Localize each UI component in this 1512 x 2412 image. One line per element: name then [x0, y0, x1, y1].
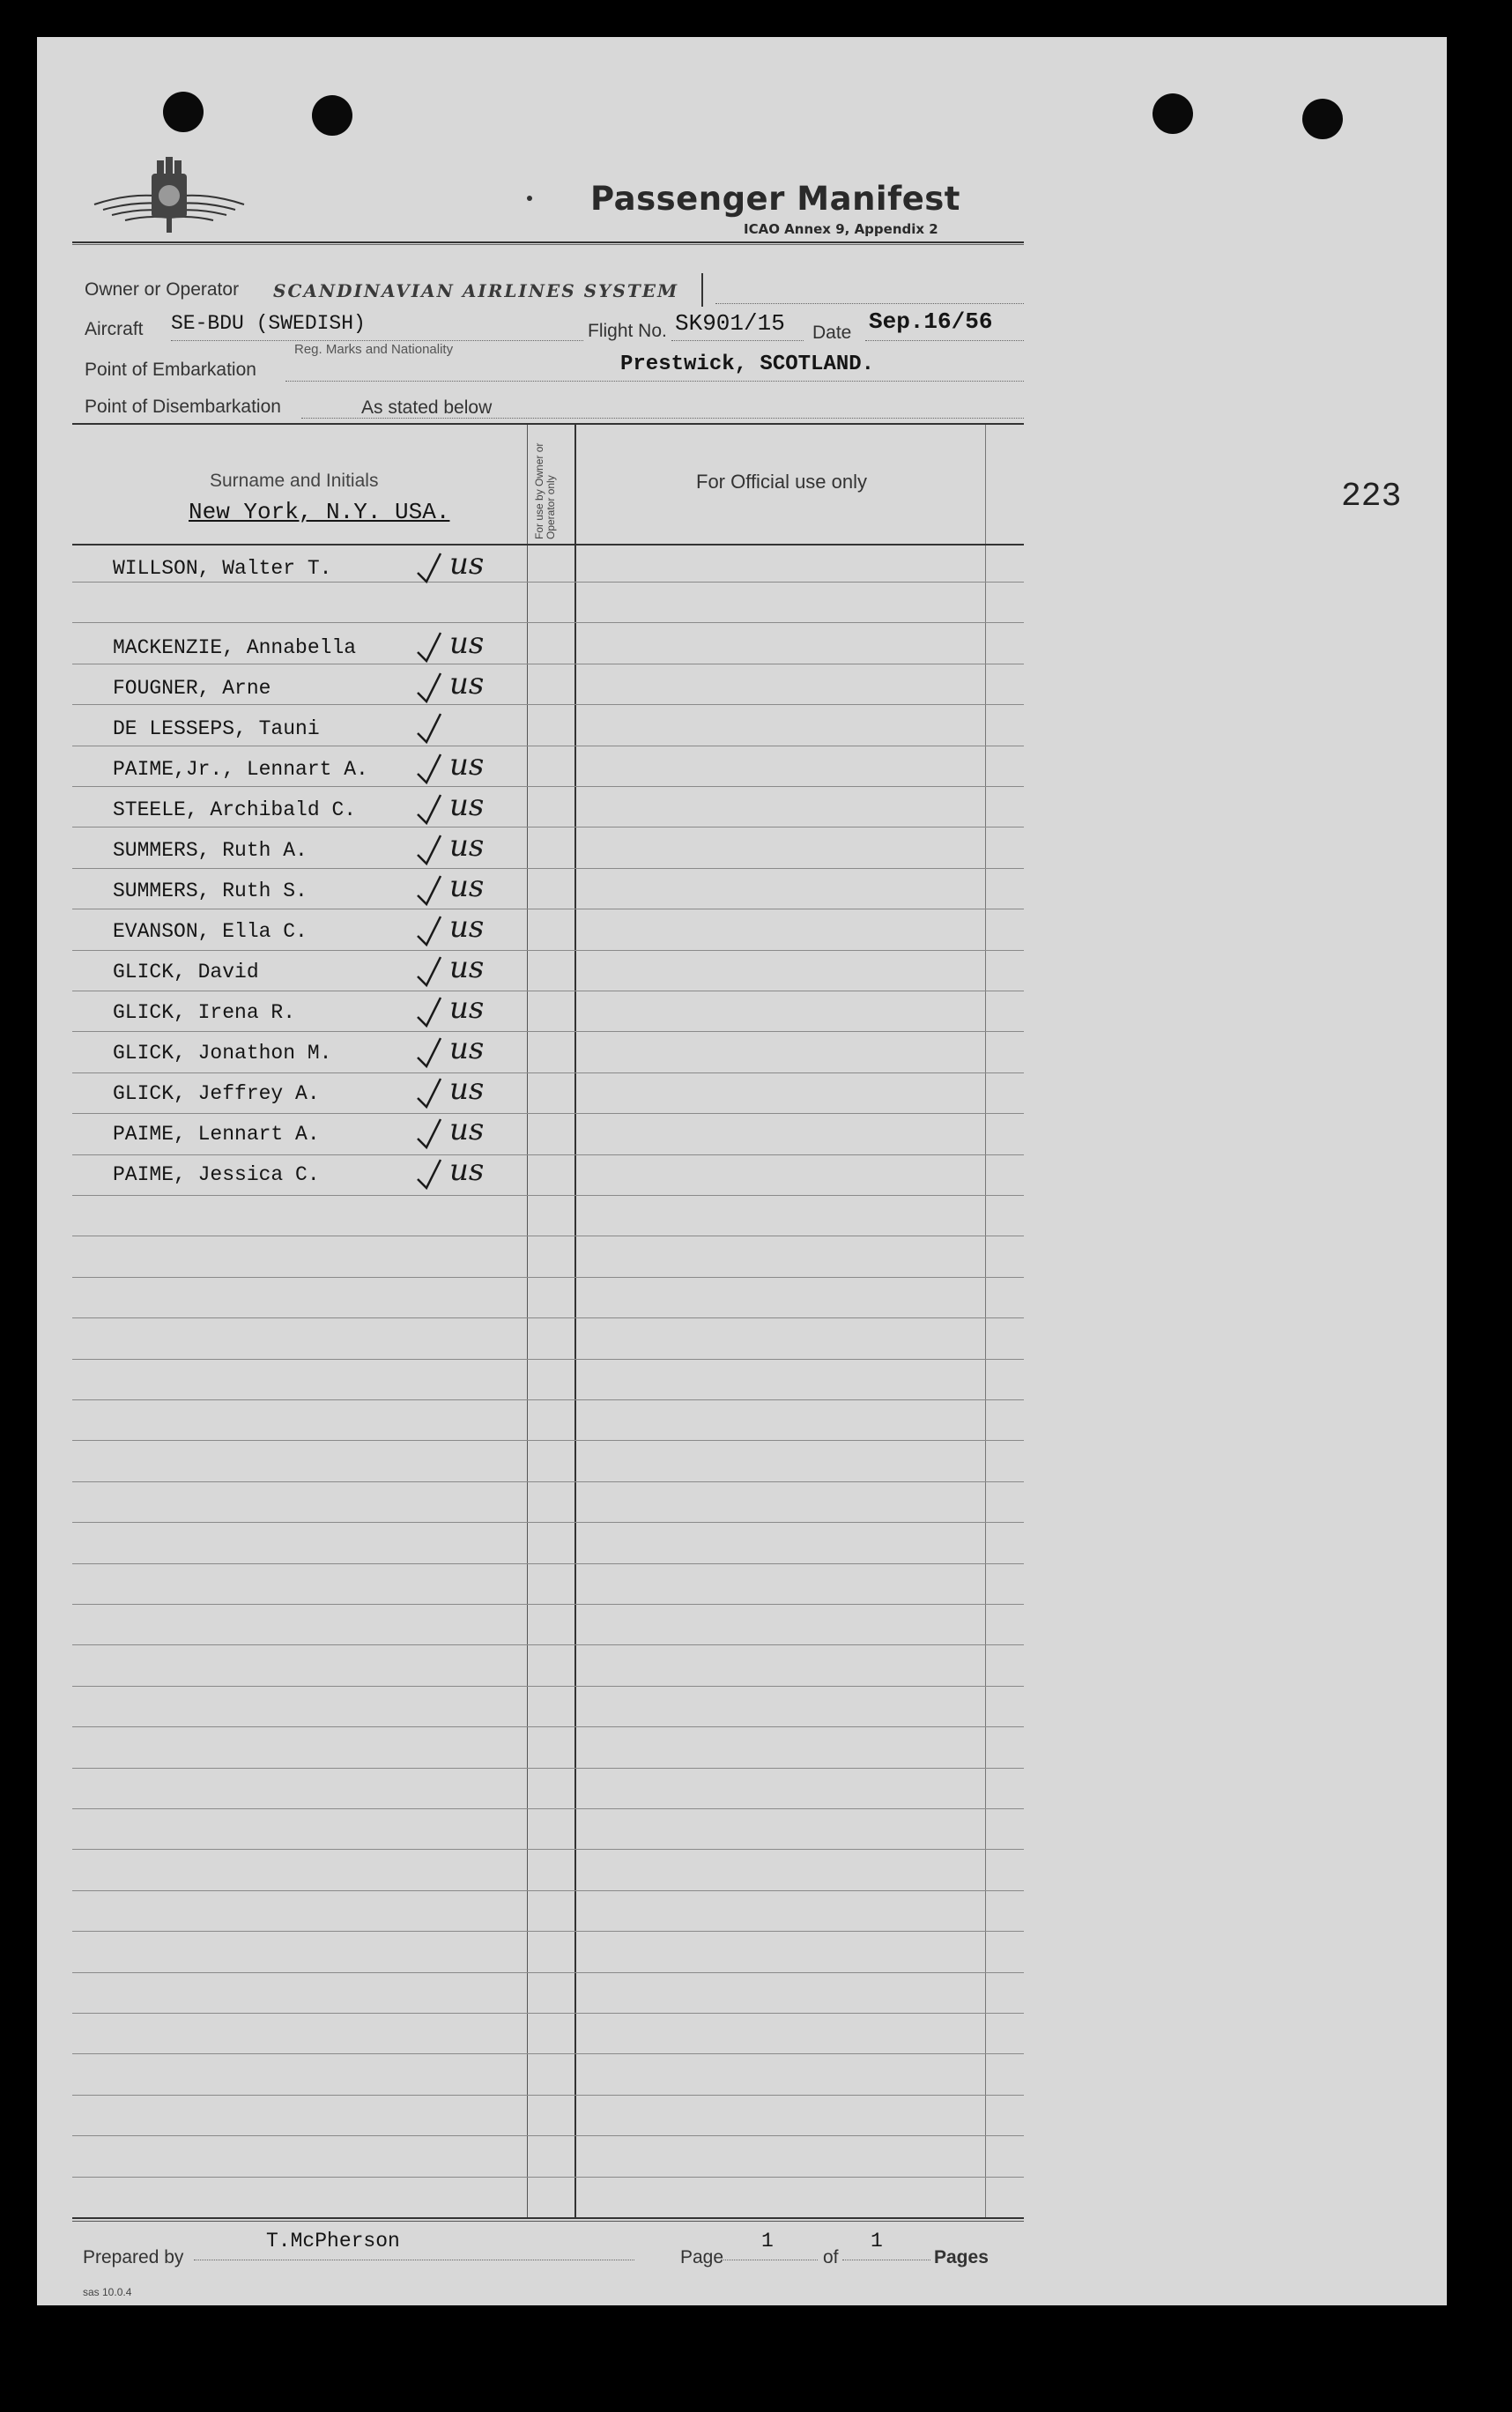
passenger-name: MACKENZIE, Annabella [113, 636, 357, 659]
destination-heading: New York, N.Y. USA. [189, 499, 450, 525]
handwritten-mark: us [449, 747, 485, 783]
row-line [72, 1644, 1024, 1645]
row-line [72, 582, 1024, 583]
row-line [72, 704, 1024, 705]
handwritten-mark: us [449, 869, 485, 904]
disembark-underline [301, 418, 1024, 419]
checkmark-icon [414, 954, 449, 989]
header-bottom-rule [72, 544, 1024, 545]
row-line [72, 1768, 1024, 1769]
checkmark-icon [414, 1075, 449, 1110]
col-divider [574, 425, 576, 2217]
checkmark-icon [414, 629, 449, 664]
row-line [72, 1195, 1024, 1196]
bullet-dot [527, 196, 532, 201]
checkmark-icon [414, 994, 449, 1029]
of-label: of [823, 2247, 839, 2267]
row-line [72, 1563, 1024, 1564]
passenger-name: EVANSON, Ella C. [113, 920, 308, 943]
embark-label: Point of Embarkation [85, 360, 256, 380]
disembark-label: Point of Disembarkation [85, 397, 281, 417]
passenger-name: PAIME, Jessica C. [113, 1163, 320, 1186]
passenger-name: PAIME,Jr., Lennart A. [113, 758, 368, 781]
handwritten-mark: us [449, 666, 485, 701]
form-title: Passenger Manifest [590, 180, 960, 218]
owner-label: Owner or Operator [85, 279, 240, 300]
flight-label: Flight No. [588, 321, 667, 341]
row-line [72, 1481, 1024, 1482]
row-line [72, 1359, 1024, 1360]
checkmark-icon [414, 1116, 449, 1151]
form-subtitle: ICAO Annex 9, Appendix 2 [744, 221, 938, 237]
passenger-name: GLICK, David [113, 961, 259, 983]
of-value: 1 [871, 2230, 883, 2252]
disembark-value: As stated below [361, 397, 493, 418]
airline-logo-icon [90, 152, 248, 240]
row-line [72, 1317, 1024, 1318]
passenger-name: GLICK, Jonathon M. [113, 1042, 332, 1065]
form-code: sas 10.0.4 [83, 2286, 132, 2298]
row-line [72, 1440, 1024, 1441]
handwritten-mark: us [449, 626, 485, 661]
col-surname-header: Surname and Initials [210, 471, 379, 491]
checkmark-icon [414, 670, 449, 705]
reg-note: Reg. Marks and Nationality [294, 342, 454, 357]
handwritten-mark: us [449, 828, 485, 864]
row-line [72, 1399, 1024, 1400]
pages-label: Pages [934, 2247, 989, 2267]
header-rule [72, 241, 1024, 243]
embark-underline [285, 381, 1024, 382]
checkmark-icon [414, 872, 449, 908]
page-value: 1 [761, 2230, 774, 2252]
handwritten-mark: us [449, 991, 485, 1026]
owner-underline [715, 303, 1024, 304]
table-bottom-rule [72, 2221, 1024, 2222]
checkmark-icon [414, 1156, 449, 1191]
row-line [72, 1154, 1024, 1155]
manifest-sheet [37, 37, 1447, 2305]
passenger-name: WILLSON, Walter T. [113, 557, 332, 580]
row-line [72, 1890, 1024, 1891]
checkmark-icon [414, 1035, 449, 1070]
handwritten-mark: us [449, 1072, 485, 1107]
row-line [72, 1522, 1024, 1523]
handwritten-mark: us [449, 1031, 485, 1066]
row-line [72, 1808, 1024, 1809]
owner-separator [701, 273, 703, 307]
date-label: Date [812, 323, 852, 343]
passenger-name: GLICK, Irena R. [113, 1001, 296, 1024]
handwritten-mark: us [449, 546, 485, 582]
passenger-name: SUMMERS, Ruth S. [113, 879, 308, 902]
row-line [72, 1972, 1024, 1973]
checkmark-icon [414, 791, 449, 827]
row-line [72, 2135, 1024, 2136]
row-line [72, 2177, 1024, 2178]
page-label: Page [680, 2247, 724, 2267]
punch-hole [163, 92, 204, 132]
owner-value: SCANDINAVIAN AIRLINES SYSTEM [273, 280, 679, 301]
row-line [72, 827, 1024, 828]
punch-hole [1153, 93, 1193, 134]
col-official-header: For Official use only [696, 471, 868, 493]
prepared-label: Prepared by [83, 2247, 184, 2267]
punch-hole [312, 95, 352, 136]
passenger-name: PAIME, Lennart A. [113, 1123, 320, 1146]
row-line [72, 1931, 1024, 1932]
row-line [72, 950, 1024, 951]
handwritten-mark: us [449, 1112, 485, 1147]
handwritten-mark: us [449, 788, 485, 823]
row-line [72, 2013, 1024, 2014]
col-divider [985, 425, 986, 2217]
col-owner-header: For use by Owner or Operator only [533, 442, 557, 539]
date-underline [865, 340, 1024, 341]
row-line [72, 2095, 1024, 2096]
checkmark-icon [414, 710, 449, 746]
row-line [72, 1277, 1024, 1278]
punch-hole [1302, 99, 1343, 139]
passenger-name: GLICK, Jeffrey A. [113, 1082, 320, 1105]
date-value: Sep.16/56 [869, 308, 993, 335]
checkmark-icon [414, 550, 449, 585]
prepared-value: T.McPherson [266, 2230, 400, 2252]
passenger-name: STEELE, Archibald C. [113, 798, 357, 821]
checkmark-icon [414, 751, 449, 786]
embark-value: Prestwick, SCOTLAND. [620, 353, 875, 376]
flight-underline [671, 340, 804, 341]
row-line [72, 1686, 1024, 1687]
row-line [72, 868, 1024, 869]
aircraft-label: Aircraft [85, 319, 144, 339]
col-divider [527, 425, 528, 2217]
handwritten-mark: us [449, 950, 485, 985]
aircraft-underline [171, 340, 583, 341]
table-bottom-rule [72, 2217, 1024, 2219]
handwritten-mark: us [449, 1153, 485, 1188]
row-line [72, 622, 1024, 623]
checkmark-icon [414, 832, 449, 867]
page-number-stamp: 223 [1341, 478, 1402, 516]
aircraft-value: SE-BDU (SWEDISH) [171, 312, 366, 335]
checkmark-icon [414, 913, 449, 948]
row-line [72, 1604, 1024, 1605]
row-line [72, 2053, 1024, 2054]
row-line [72, 1113, 1024, 1114]
flight-value: SK901/15 [675, 310, 785, 337]
passenger-name: DE LESSEPS, Tauni [113, 717, 320, 740]
row-line [72, 1726, 1024, 1727]
header-rule [72, 244, 1024, 245]
row-line [72, 1072, 1024, 1073]
row-line [72, 1849, 1024, 1850]
row-line [72, 1031, 1024, 1032]
row-line [72, 786, 1024, 787]
passenger-name: FOUGNER, Arne [113, 677, 271, 700]
handwritten-mark: us [449, 909, 485, 945]
passenger-name: SUMMERS, Ruth A. [113, 839, 308, 862]
